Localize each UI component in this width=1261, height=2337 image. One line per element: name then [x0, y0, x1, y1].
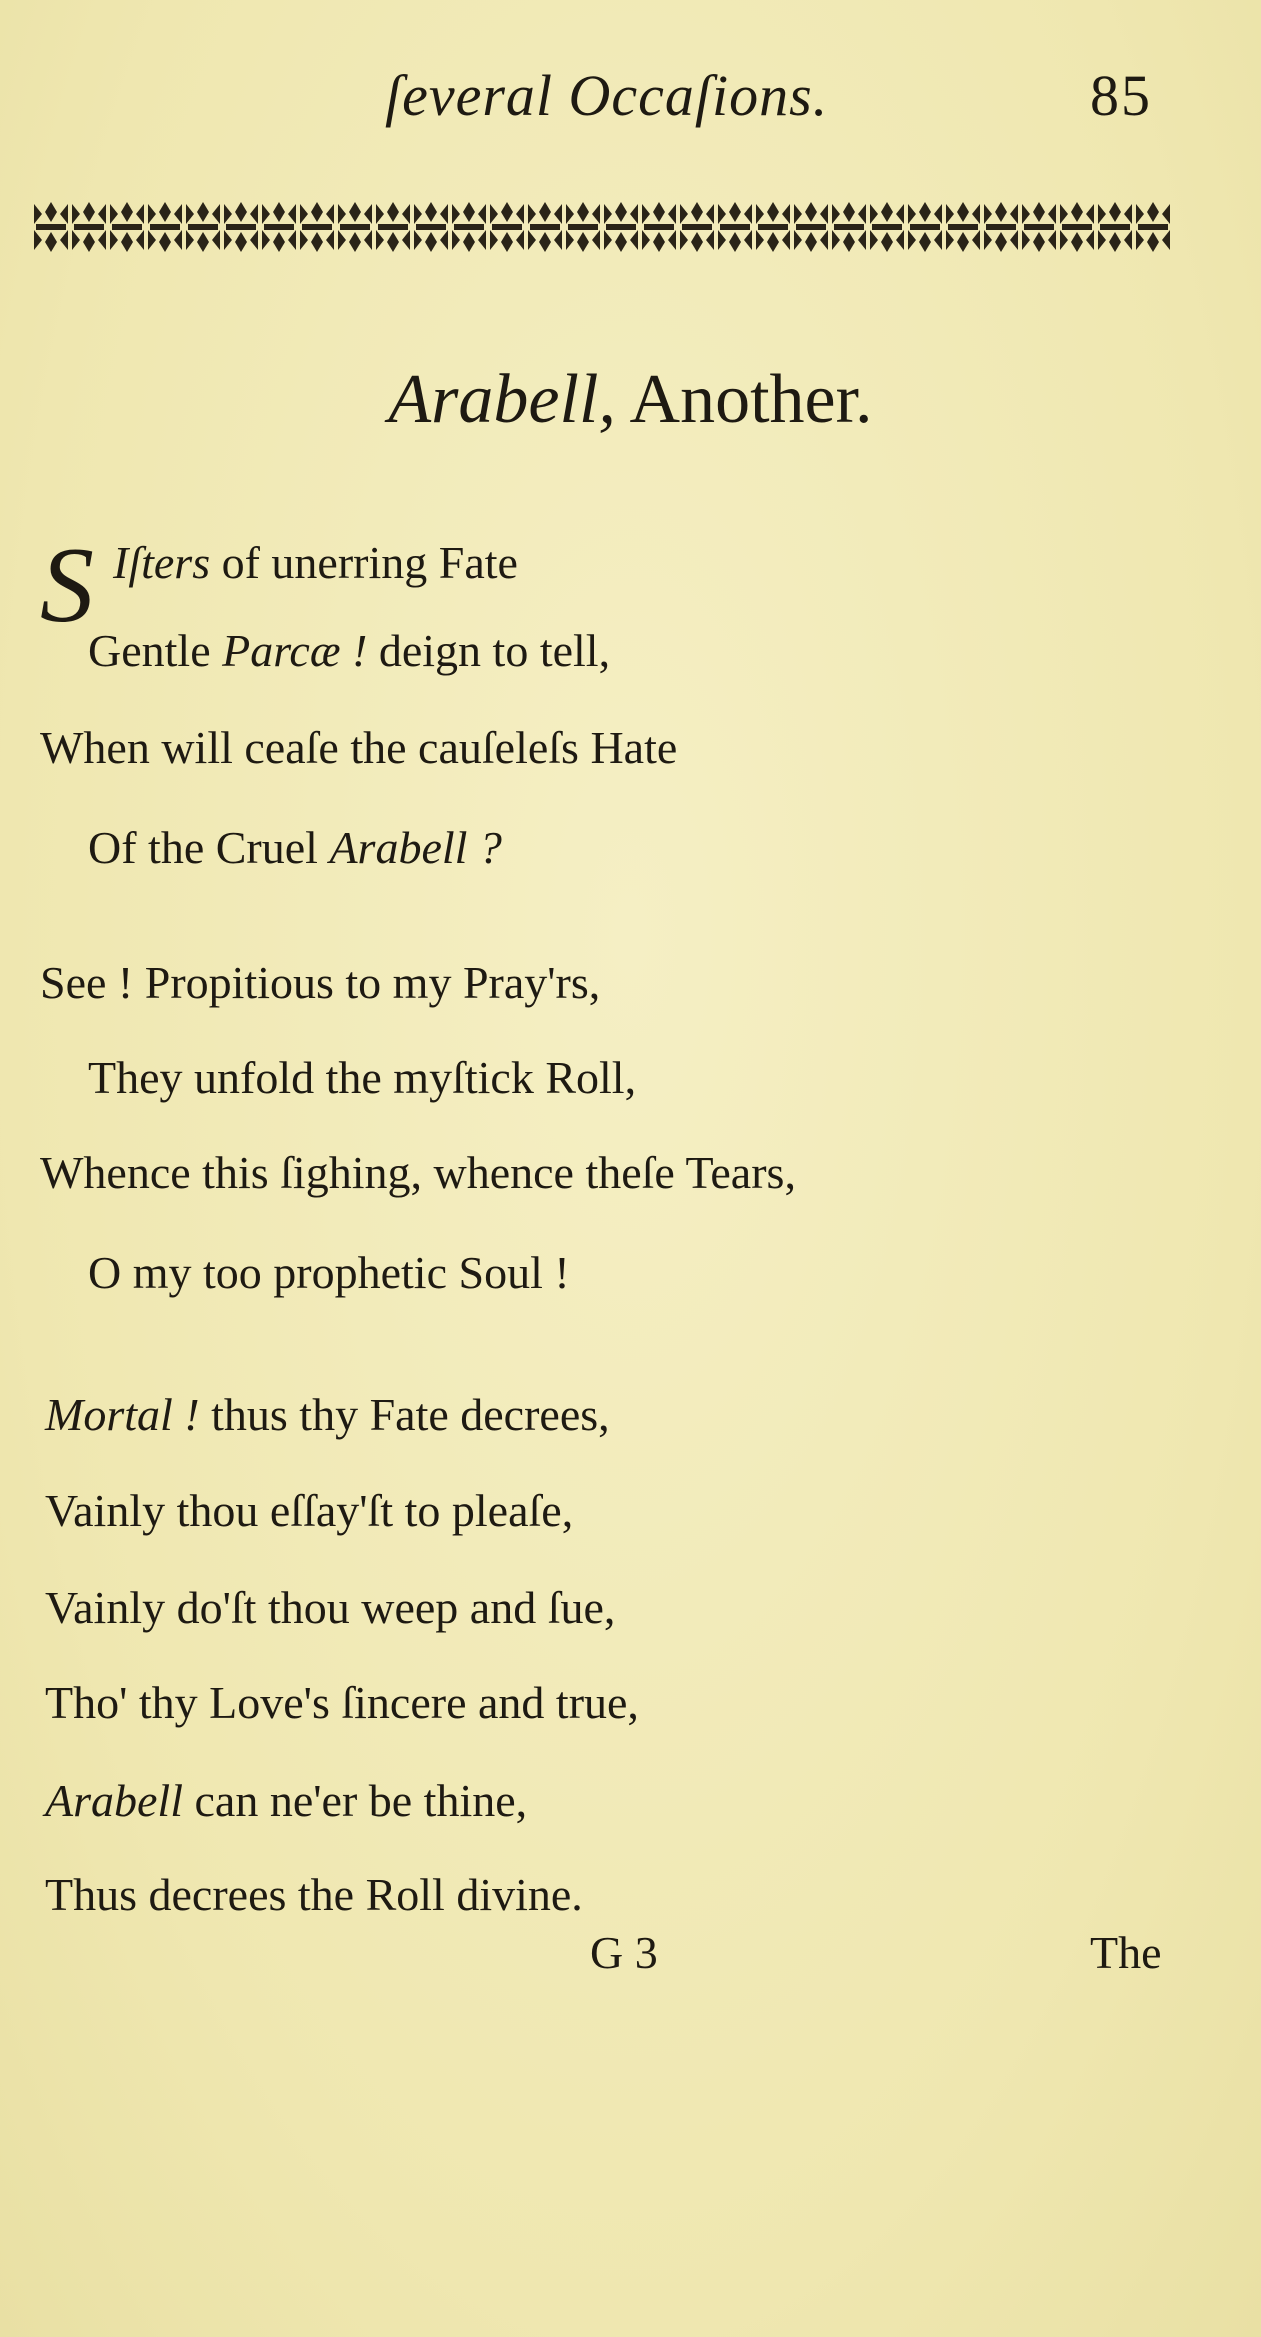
- poem-line: Vainly do'ſt thou weep and ſue,: [45, 1582, 616, 1633]
- poem-line: Gentle Parcæ ! deign to tell,: [88, 625, 611, 676]
- poem-line: Vainly thou eſſay'ſt to pleaſe,: [45, 1485, 574, 1536]
- drop-cap: S: [40, 526, 94, 645]
- poem-line: Of the Cruel Arabell ?: [88, 822, 502, 873]
- poem-line: Arabell can ne'er be thine,: [45, 1775, 528, 1826]
- page-number: 85: [1090, 63, 1152, 128]
- signature-mark: G 3: [590, 1927, 658, 1978]
- poem-line: Tho' thy Love's ſincere and true,: [45, 1677, 639, 1728]
- poem-line: They unfold the myſtick Roll,: [88, 1052, 637, 1103]
- poem-title-subtitle: Another.: [629, 361, 873, 438]
- running-head: ſeveral Occaſions.: [385, 63, 829, 128]
- poem-line: Whence this ſighing, whence theſe Tears,: [40, 1147, 796, 1198]
- ornament-rule: [32, 198, 1172, 256]
- poem-line: Thus decrees the Roll divine.: [45, 1869, 583, 1920]
- poem-title: [0, 360, 1261, 440]
- poem-line: When will ceaſe the cauſeleſs Hate: [40, 722, 678, 773]
- catchword: The: [1090, 1927, 1162, 1978]
- poem-line: O my too prophetic Soul !: [88, 1247, 570, 1298]
- poem-title-name: Arabell,: [388, 361, 616, 438]
- poem-line: See ! Propitious to my Pray'rs,: [40, 957, 601, 1008]
- poem-line: Iſters of unerring Fate: [113, 537, 518, 588]
- poem-line: Mortal ! thus thy Fate decrees,: [45, 1389, 610, 1440]
